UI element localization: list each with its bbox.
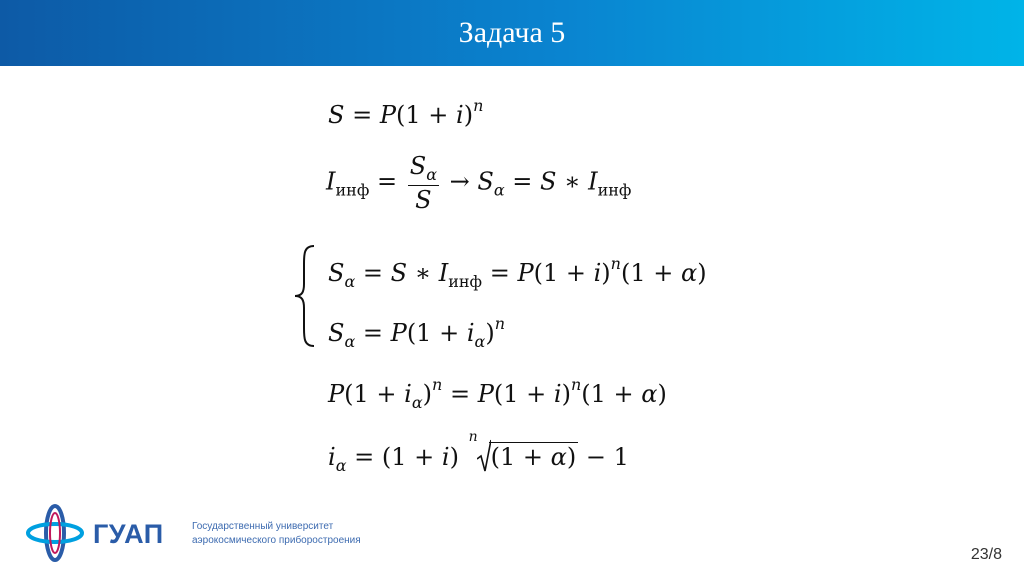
formula-real-rate: $i_\alpha = (1 + i)$ n (1 + α) − 1 — [328, 429, 629, 475]
logo-university-name — [192, 520, 361, 548]
guap-logo-icon — [26, 504, 84, 562]
formula-equality: $P(1 + i_\alpha)^n = P(1 + i)^n(1 + \alpha)$ — [328, 375, 667, 412]
nth-root: n (1 + α) — [468, 429, 577, 471]
page-number: 23/8 — [970, 546, 1002, 563]
logo-line-2: аэрокосмического приборостроения — [192, 535, 361, 546]
formula-system-line-2: $S_\alpha = P(1 + i_\alpha)^n$ — [328, 314, 505, 351]
radical-sign-icon — [477, 439, 491, 473]
slide-title: Задача 5 — [458, 16, 566, 49]
formula-inflation-index: $I_{инф}$ = $\frac{S_\alpha}{S}$ → $S_\alpha = S$ ∗ $I_{инф}$ — [326, 152, 632, 214]
system-brace — [292, 244, 318, 348]
formula-system-line-1: $S_\alpha = S$ ∗ $I_{инф} = P(1 + i)^n(1 + \alpha)$ — [328, 254, 707, 291]
logo-abbreviation: ГУАП — [93, 519, 164, 549]
logo-line-1: Государственный университет — [192, 521, 334, 532]
fraction: $\frac{S_\alpha}{S}$ — [409, 152, 437, 214]
formula-compound-interest: $S = P(1 + i)^n$ — [328, 96, 484, 129]
